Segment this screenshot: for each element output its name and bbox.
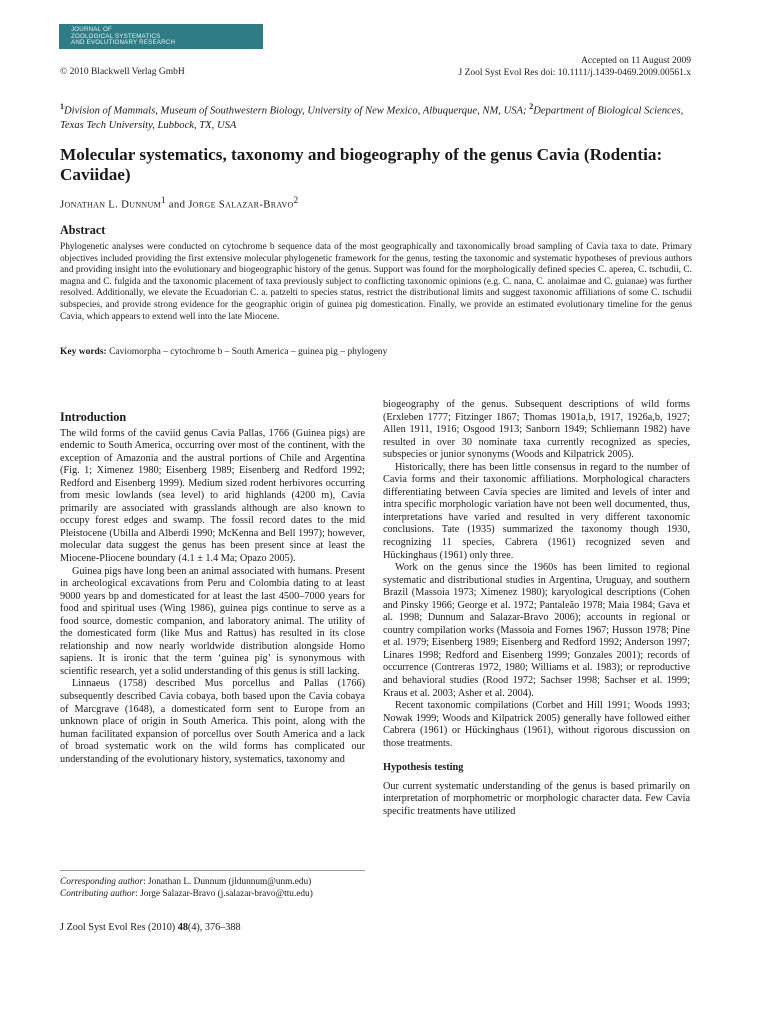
keywords xyxy=(60,347,387,357)
doi: J Zool Syst Evol Res doi: 10.1111/j.1439-0469.2009.00561.x xyxy=(458,68,691,78)
contributing-author-label: Contributing author xyxy=(60,889,136,899)
introduction-heading: Introduction xyxy=(60,410,127,424)
contributing-author xyxy=(60,888,365,900)
journal-reference xyxy=(60,922,241,933)
author-2-mark: 2 xyxy=(293,195,299,205)
logo-line-1: JOURNAL OF xyxy=(71,26,112,33)
abstract-text: Phylogenetic analyses were conducted on cytochrome b sequence data of the most geographically and taxonomically broad sampling of Cavia taxa to date. Primary objectives included providing the first extensive molecular phylogenetic framework for the genus, testing the taxonomic and systematic hypotheses of previous authors and providing insight into the evolutionary and biogeographic history of the genus. Support was found for the morphologically defined species C. aperea, C. tschudii, C. magna and C. fulgida and the taxonomic placement of taxa previously subject to conflicting taxonomic opinions (e.g. C. nana, C. anolaimae and C. guianae) was further resolved. Additionally, we elevate the Ecuadorian C. a. patzelti to species status, restrict the distributional limits and suggest taxonomic affiliations of some C. tschudii subspecies, and provide strong evidence for the geographic origin of guinea pig domestication. Finally, we provide an estimated evolutionary timeline for the genus Cavia, which appears to extend well into the late Miocene. xyxy=(60,242,692,322)
intro-paragraph-6: Work on the genus since the 1960s has been limited to regional systematic and distributional studies in Argentina, Uruguay, and southern Brazil (Massoia 1973; Ximenez 1980); karyological descriptions (Cohen and Pinsky 1966; George et al. 1972; Pantaleão 1978; Maia 1984; Gava et al. 1998; Dunnum and Salazar-Bravo 2006); accounts in regional or country compilation works (Massoia and Fornes 1967; Husson 1978; Pine et al. 1979; Eisenberg 1989; Eisenberg and Redford 1992; Anderson 1997; Linares 1998; Redford and Eisenberg 1999; Gonzales 2001); records of occurrence (Contreras 1972, 1980; Williams et al. 1983); or reproductive and behavioral studies (Rood 1972; Sachser 1998; Sachser et al. 1999; Kraus et al. 2003; Asher et al. 2004). xyxy=(383,562,690,699)
affiliations xyxy=(60,100,692,133)
keywords-text: Caviomorpha – cytochrome b – South America – guinea pig – phylogeny xyxy=(109,347,388,357)
corresponding-author xyxy=(60,876,365,888)
intro-paragraph-2: Guinea pigs have long been an animal associated with humans. Present in archeological excavations from Peru and Colombia dating to at least 9000 years bp and domesticated for at least the last 4500–7000 years for food and spiritual uses (Wing 1986), guinea pigs continue to serve as a food source, domestic companion, and laboratory animal. The utility of the domesticated form (like Mus and Rattus) has resulted in its close relationship and now nearly worldwide distribution alongside Homo sapiens. It is ironic that the term ‘guinea pig’ is synonymous with scientific research, yet a solid understanding of this genus is still lacking. xyxy=(60,565,365,677)
hypothesis-heading: Hypothesis testing xyxy=(383,762,464,774)
affiliation-2: Department of Biological Sciences, Texas Tech University, Lubbock, TX, USA xyxy=(60,105,684,131)
paper-title: Molecular systematics, taxonomy and biogeography of the genus Cavia (Rodentia: Caviidae) xyxy=(60,145,663,184)
affiliation-mark-2: 2 xyxy=(529,102,534,111)
author-2: Jorge Salazar-Bravo xyxy=(188,198,294,211)
affiliation-1: Division of Mammals, Museum of Southwestern Biology, University of New Mexico, Albuquerque, NM, USA; xyxy=(64,105,527,117)
right-column xyxy=(383,399,690,819)
contributing-author-text: : Jorge Salazar-Bravo (j.salazar-bravo@ttu.edu) xyxy=(135,889,313,899)
journal-volume: 48 xyxy=(177,922,188,933)
left-column xyxy=(60,411,365,766)
author-conjunction: and xyxy=(168,198,186,211)
intro-paragraph-7: Recent taxonomic compilations (Corbet and Hill 1991; Woods 1993; Nowak 1999; Woods and Kilpatrick 2005) generally have followed either Cabrera (1961) or Hückinghaus (1961), without rigorous discussion on those treatments. xyxy=(383,700,690,749)
author-1: Jonathan L. Dunnum xyxy=(60,198,161,211)
footnote-divider xyxy=(60,870,365,871)
hypothesis-paragraph-1: Our current systematic understanding of the genus is based primarily on interpretation of morphometric or morphologic character data. Few Cavia specific treatments have utilized xyxy=(383,780,690,817)
intro-paragraph-1: The wild forms of the caviid genus Cavia Pallas, 1766 (Guinea pigs) are endemic to South America, occurring over most of the continent, with the exception of Amazonia and the austral portions of Chile and Argentina (Fig. 1; Ximenez 1980; Eisenberg 1989; Eisenberg and Redford 1992; Redford and Eisenberg 1999). Medium sized rodent herbivores occurring from mesic lowlands (sea level) to arid highlands (4200 m), Cavia primarily are associated with grasslands although are also known to occupy forest edges and swamp. The fossil record dates to the mid Pleistocene (Ubilla and Alberdi 1990; McKenna and Bell 1997); however, molecular data suggest the genus has been present since at least the Miocene-Pliocene boundary (4.1 ± 1.4 Ma; Opazo 2005). xyxy=(60,427,365,565)
copyright: © 2010 Blackwell Verlag GmbH xyxy=(60,67,185,77)
affiliation-mark-1: 1 xyxy=(60,102,64,111)
author-list xyxy=(60,195,298,211)
logo-line-3: AND EVOLUTIONARY RESEARCH xyxy=(71,39,176,47)
journal-logo xyxy=(59,24,263,49)
corresponding-author-text: : Jonathan L. Dunnum (jldunnum@unm.edu) xyxy=(143,877,312,887)
intro-paragraph-5: Historically, there has been little consensus in regard to the number of Cavia forms and their taxonomic affiliations. Morphological characters differentiating between Cavia species are limited and levels of inter and intra specific morphologic variation have not been well documented, thus, interpretations have varied and resulted in very different taxonomic conclusions. Tate (1935) summarized the taxonomy though 1930, recognizing 11 species, Cabrera (1961) recognized seven and Hückinghaus (1961) only three. xyxy=(383,461,690,561)
abstract-heading: Abstract xyxy=(60,223,106,237)
keywords-label: Key words: xyxy=(60,347,107,357)
journal-pages: (4), 376–388 xyxy=(187,922,241,933)
corresponding-author-label: Corresponding author xyxy=(60,877,144,887)
author-1-mark: 1 xyxy=(160,195,166,205)
journal-reference-prefix: J Zool Syst Evol Res (2010) xyxy=(60,922,176,933)
footnotes xyxy=(60,876,365,900)
intro-paragraph-3: Linnaeus (1758) described Mus porcellus and Pallas (1766) subsequently described Cavia cobaya, both based upon the Cavia cobaya of Marcgrave (1648), a domesticated form sent to Europe from an unknown place of origin in South America. This point, along with the human facilitated expansion of porcellus over South America and a lack of broad systematic work on the wild forms has complicated our understanding of the evolutionary history, systematics, taxonomy and xyxy=(60,678,365,765)
logo-line-2: ZOOLOGICAL SYSTEMATICS xyxy=(71,32,161,40)
publication-meta xyxy=(459,55,692,79)
intro-paragraph-4: biogeography of the genus. Subsequent descriptions of wild forms (Erxleben 1777; Fitzinger 1867; Thomas 1901a,b, 1917, 1926a,b, 1927; Allen 1911, 1916; Osgood 1913; Sanborn 1949; Schliemann 1982) have resulted in over 30 nominate taxa currently recognized as species, subspecies or junior synonyms (Woods and Kilpatrick 2005). xyxy=(383,399,690,461)
accepted-date: Accepted on 11 August 2009 xyxy=(581,56,691,66)
